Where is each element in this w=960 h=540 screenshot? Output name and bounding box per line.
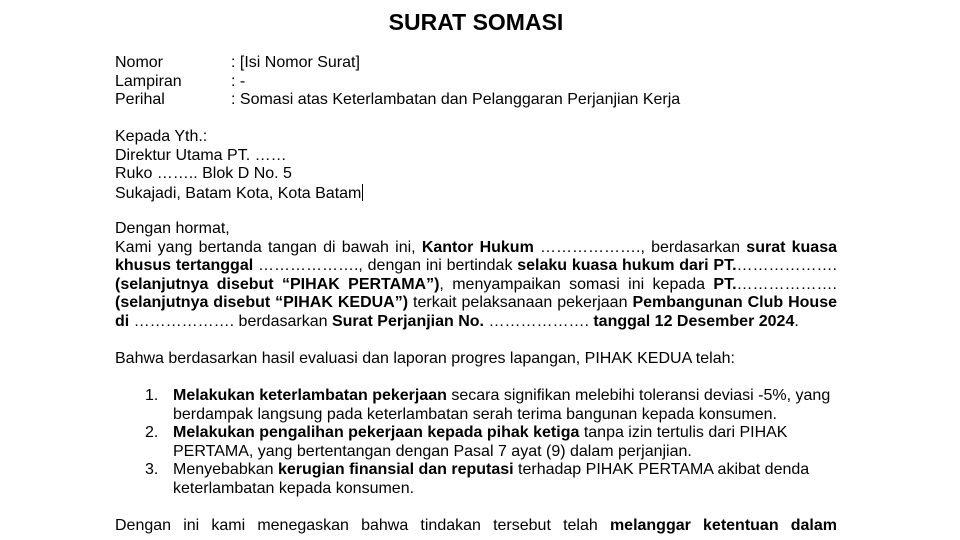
body-paragraph-1 <box>115 220 837 331</box>
text-run-bold: Surat Perjanjian No. <box>331 312 484 330</box>
recipient-address <box>115 128 837 203</box>
violations-list <box>115 387 845 498</box>
meta-row-perihal <box>115 91 680 110</box>
meta-label: Perihal <box>115 91 165 108</box>
paragraph-line <box>115 257 837 276</box>
text-run-bold: (selanjutnya disebut “PIHAK KEDUA”) <box>115 294 409 311</box>
text-run: . <box>794 312 799 330</box>
list-number: 1. <box>145 387 159 404</box>
paragraph-line <box>115 517 837 536</box>
document-title: SURAT SOMASI <box>388 9 564 35</box>
text-run-bold: tanggal 12 Desember 2024 <box>593 312 795 330</box>
text-run-bold: surat kuasa <box>746 238 838 256</box>
address-text: Sukajadi, Batam Kota, Kota Batam <box>115 184 362 202</box>
address-line: Kepada Yth.: <box>115 128 208 145</box>
text-run: , menyampaikan somasi ini kepada <box>439 275 714 293</box>
address-line: Ruko …….. Blok D No. 5 <box>115 165 292 182</box>
text-run: ………………. <box>484 312 594 330</box>
text-run-bold: Kantor Hukum <box>421 238 534 256</box>
paragraph-line <box>115 313 837 332</box>
meta-label: Lampiran <box>115 72 182 90</box>
text-run-bold: (selanjutnya disebut “PIHAK PERTAMA”) <box>115 275 440 293</box>
text-run-bold: melanggar ketentuan dalam <box>609 517 837 534</box>
address-line: Direktur Utama PT. …… <box>115 146 287 164</box>
text-run: Menyebabkan <box>173 461 278 478</box>
paragraph-line <box>115 276 837 295</box>
text-run-bold: Melakukan keterlambatan pekerjaan <box>173 387 447 404</box>
meta-row-nomor <box>115 54 680 73</box>
list-item-text <box>173 424 845 461</box>
text-run-bold: di <box>115 312 130 330</box>
list-item-text <box>173 461 845 498</box>
list-item <box>115 387 845 424</box>
meta-value: : [Isi Nomor Surat] <box>231 54 360 71</box>
list-item <box>115 424 845 461</box>
list-number: 2. <box>145 424 159 441</box>
text-run-bold: kerugian finansial dan reputasi <box>277 461 514 478</box>
meta-value: : Somasi atas Keterlambatan dan Pelanggaran Perjanjian Kerja <box>231 91 681 108</box>
list-line <box>173 387 845 406</box>
text-run: tanpa izin tertulis dari PIHAK <box>579 424 788 441</box>
paragraph-line: Bahwa berdasarkan hasil evaluasi dan laporan progres lapangan, PIHAK KEDUA telah: <box>115 350 735 367</box>
text-run: ………………., berdasarkan <box>533 238 747 256</box>
list-line: keterlambatan kepada konsumen. <box>173 479 415 497</box>
list-item <box>115 461 845 498</box>
meta-row-lampiran <box>115 73 680 92</box>
text-run-bold: khusus tertanggal <box>115 257 254 274</box>
meta-label: Nomor <box>115 54 164 71</box>
paragraph-line <box>115 294 837 313</box>
text-run-bold: PT. <box>713 275 737 293</box>
paragraph-line <box>115 239 837 258</box>
text-run: terkait pelaksanaan pekerjaan <box>408 294 633 311</box>
text-run: Kami yang bertanda tangan di bawah ini, <box>115 238 422 256</box>
address-line[interactable] <box>115 184 837 204</box>
greeting: Dengan hormat, <box>115 220 230 237</box>
text-run-bold: selaku kuasa hukum dari PT. <box>517 257 737 274</box>
text-run: ………………. berdasarkan <box>129 312 332 330</box>
text-run-bold: Melakukan pengalihan pekerjaan kepada pihak ketiga <box>173 424 580 441</box>
list-line <box>173 424 845 443</box>
list-item-text <box>173 387 845 424</box>
list-line: PERTAMA, yang bertentangan dengan Pasal 7 ayat (9) dalam perjanjian. <box>173 442 692 460</box>
list-line: berdampak langsung pada keterlambatan serah terima bangunan kepada konsumen. <box>173 405 777 423</box>
text-run: ………………. <box>736 275 837 293</box>
text-run: Dengan ini kami menegaskan bahwa tindakan tersebut telah <box>115 517 610 534</box>
list-number: 3. <box>145 461 159 478</box>
body-paragraph-3 <box>115 517 837 536</box>
list-line <box>173 461 845 480</box>
text-run: secara signifikan melebihi toleransi deviasi -5%, yang <box>446 387 831 404</box>
body-paragraph-2 <box>115 350 837 369</box>
meta-value: : - <box>231 72 246 90</box>
letter-meta <box>115 54 680 110</box>
text-run: ………………. <box>736 257 837 274</box>
text-cursor <box>362 184 363 201</box>
text-run: ………………., dengan ini bertindak <box>253 257 518 274</box>
text-run-bold: Pembangunan Club House <box>632 294 837 311</box>
text-run: terhadap PIHAK PERTAMA akibat denda <box>513 461 810 478</box>
